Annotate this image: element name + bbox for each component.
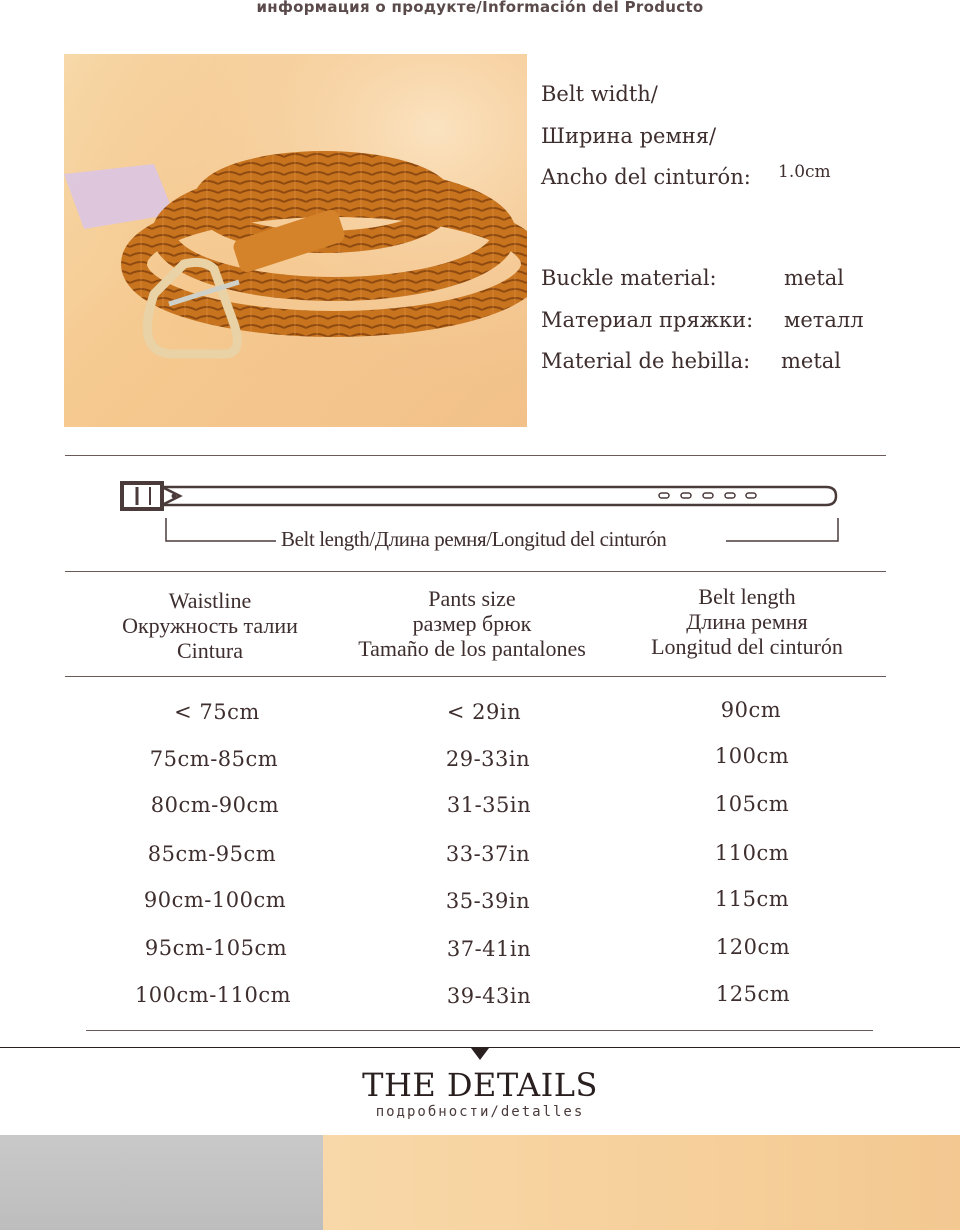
belt-length-cell: 90cm [720, 698, 782, 722]
waistline-cell: 80cm-90cm [150, 793, 280, 817]
waistline-cell: 85cm-95cm [147, 842, 277, 866]
pants-size-cell: 35-39in [445, 889, 531, 913]
belt-width-label-en: Belt width/ [541, 82, 658, 106]
belt-length-caption: Belt length/Длина ремня/Longitud del cinturón [281, 527, 667, 551]
buckle-material-value-es: metal [781, 349, 842, 373]
buckle-material-label-en: Buckle material: [541, 266, 717, 290]
belt-length-cell: 110cm [714, 841, 790, 865]
detail-photo-left [0, 1135, 323, 1230]
product-photo [64, 54, 527, 427]
pants-size-cell: 39-43in [446, 984, 532, 1008]
waistline-cell: 95cm-105cm [144, 936, 288, 960]
section-title: информация о продукте/Información del Producto [256, 0, 704, 16]
belt-length-cell: 105cm [714, 792, 790, 816]
belt-width-value: 1.0cm [778, 162, 831, 182]
buckle-material-label-es: Material de hebilla: [541, 349, 751, 373]
pants-size-cell: 29-33in [445, 747, 531, 771]
belt-length-cell: 115cm [714, 887, 790, 911]
header-waistline: Waistline Окружность талии Cintura [122, 588, 298, 663]
belt-length-cell: 125cm [715, 982, 791, 1006]
pants-size-cell: 31-35in [446, 793, 532, 817]
pants-size-cell: 37-41in [446, 937, 532, 961]
details-subtitle: подробности/detalles [375, 1104, 585, 1120]
braided-belt-illustration [64, 54, 527, 427]
table-header-divider [65, 676, 886, 677]
belt-width-label-es: Ancho del cinturón: [541, 165, 751, 189]
pants-size-cell: 33-37in [445, 842, 531, 866]
arrow-down-icon [469, 1047, 491, 1061]
table-bottom-divider [86, 1030, 873, 1031]
buckle-material-value-en: metal [784, 266, 845, 290]
buckle-material-label-ru: Материал пряжки: [541, 308, 754, 332]
waistline-cell: 90cm-100cm [143, 888, 287, 912]
belt-length-cell: 100cm [714, 744, 790, 768]
header-pants-size: Pants size размер брюк Tamaño de los pantalones [358, 586, 586, 661]
waistline-cell: 100cm-110cm [134, 983, 292, 1007]
waistline-cell: < 75cm [174, 700, 260, 724]
table-top-divider [65, 571, 886, 572]
belt-width-label-ru: Ширина ремня/ [541, 124, 717, 148]
belt-length-cell: 120cm [715, 935, 791, 959]
detail-photo-right [323, 1135, 960, 1230]
buckle-material-value-ru: металл [784, 308, 864, 332]
buckle-icon [122, 483, 162, 509]
details-title: THE DETAILS [362, 1066, 598, 1104]
header-belt-length: Belt length Длина ремня Longitud del cinturón [651, 584, 843, 659]
pants-size-cell: < 29in [446, 700, 522, 724]
waistline-cell: 75cm-85cm [149, 747, 279, 771]
divider [65, 455, 886, 456]
